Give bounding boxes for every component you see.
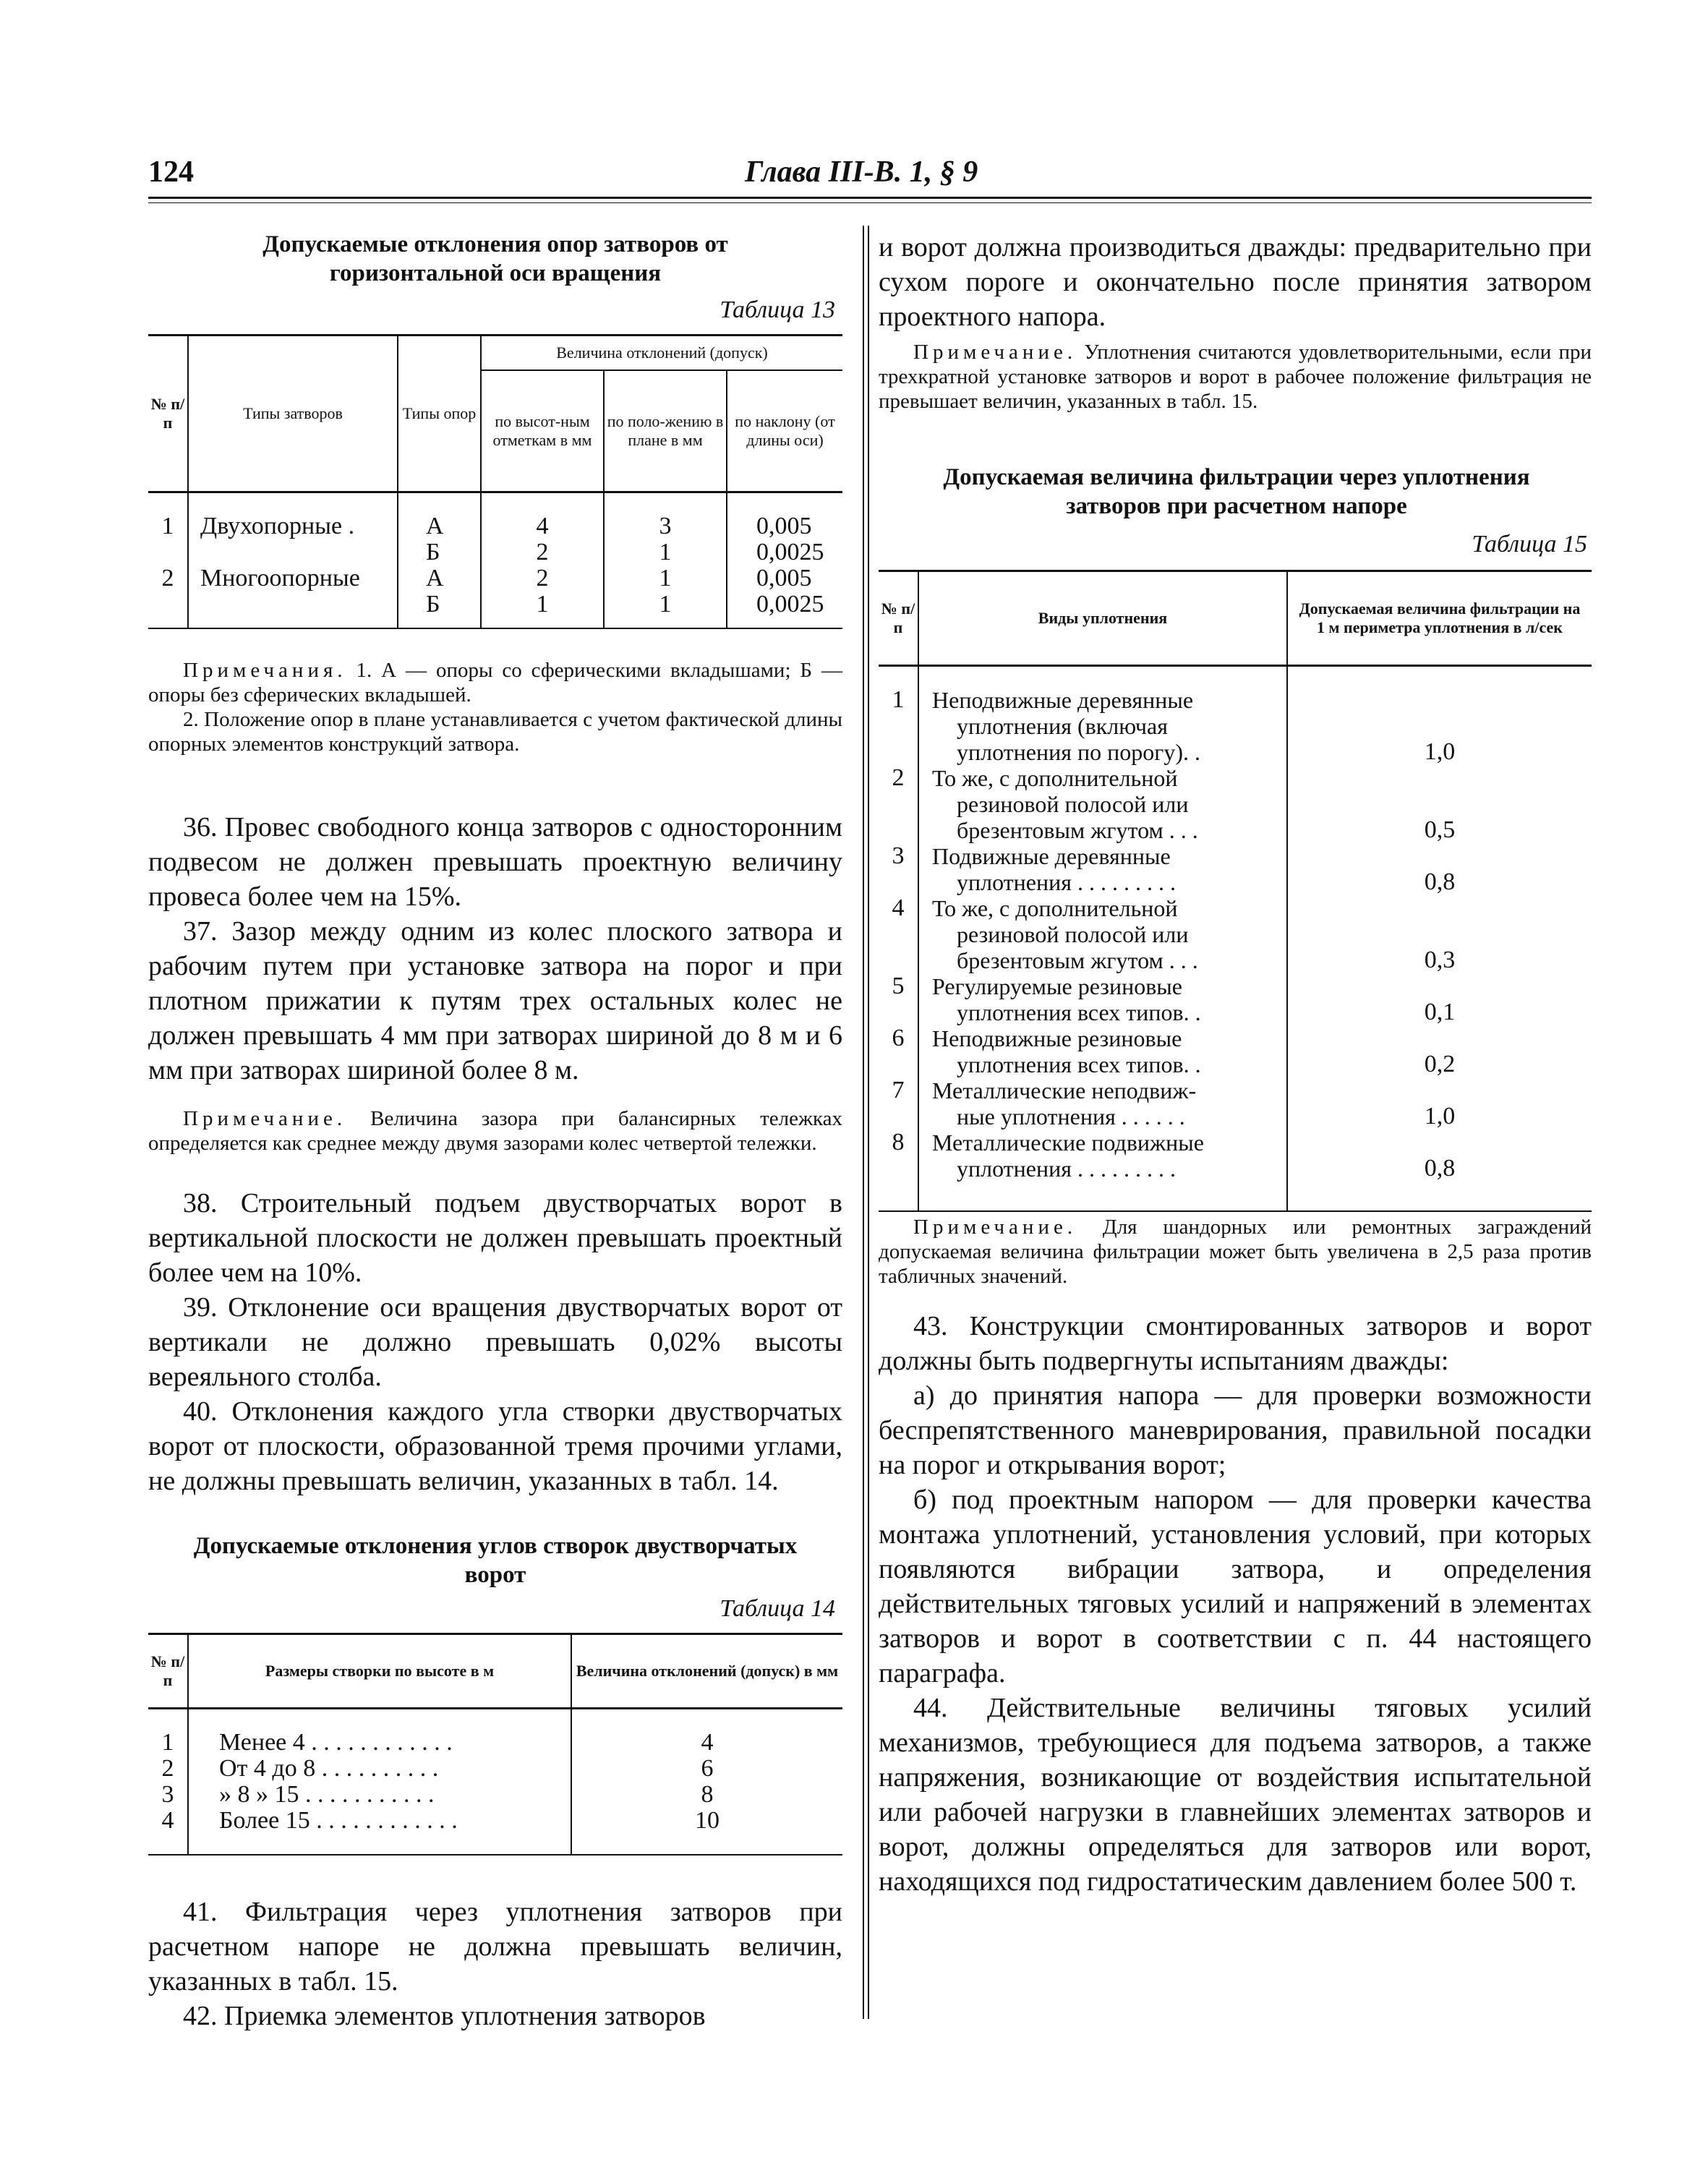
- table13-header-num: № п/п: [148, 336, 188, 492]
- right-paragraphs: [879, 1309, 1592, 1899]
- page-number: 124: [148, 155, 194, 189]
- table-row: Б 2 1 0,0025: [148, 539, 842, 565]
- table14-caption: Допускаемые отклонения углов створок двустворчатых ворот: [193, 1533, 798, 1588]
- paragraph-40: 40. Отклонения каждого угла створки двустворчатых ворот от плоскости, образованной тремя прочими углами, не должны превышать величин, указанных в табл. 14.: [148, 1396, 842, 1496]
- table15-label: Таблица 15: [1472, 531, 1587, 558]
- table13-header-type: Типы затворов: [188, 336, 398, 492]
- table-row: 1 Менее 4 . . . . . . . . . . . . 4: [148, 1709, 842, 1756]
- table15-note: Примечание. Для шандорных или ремонтных заграждений допускаемая величина фильтрации может быть увеличена в 2,5 раза против табличных значений.: [879, 1216, 1592, 1288]
- note-lead: Примечания.: [183, 659, 347, 682]
- paragraph-42: 42. Приемка элементов уплотнения затворов: [183, 2001, 706, 2031]
- table15-header-value: Допускаемая величина фильтрации на 1 м периметра уплотнения в л/сек: [1299, 599, 1581, 636]
- table14-label: Таблица 14: [720, 1595, 835, 1622]
- paragraph-42-continued: и ворот должна производиться дважды: предварительно при сухом пороге и окончательно после принятия затвором проектного напора.: [879, 232, 1592, 332]
- table-row: 5 Регулируемые резиновые уплотнения всех типов. . 0,1: [879, 973, 1592, 1025]
- table-row: Б 1 1 0,0025: [148, 592, 842, 628]
- table13-label: Таблица 13: [720, 296, 835, 323]
- table15-body: [879, 667, 1592, 1210]
- header-rule: [148, 197, 1592, 199]
- table-row: 2 Многоопорные А 2 1 0,005: [148, 565, 842, 592]
- column-divider-2: [868, 226, 869, 2019]
- table15: [879, 570, 1592, 1212]
- paragraph-41: 41. Фильтрация через уплотнения затворов при расчетном напоре не должна превышать величин, указанных в табл. 15.: [148, 1897, 842, 1996]
- running-title: Глава III-В. 1, § 9: [745, 155, 978, 189]
- table14-grid: [148, 1635, 842, 1854]
- table14-header-size: Размеры створки по высоте в м: [188, 1635, 571, 1709]
- paragraph-43: 43. Конструкции смонтированных затворов и ворот должны быть подвергнуты испытаниям дважды:: [879, 1311, 1592, 1376]
- paragraph-38: 38. Строительный подъем двустворчатых ворот в вертикальной плоскости не должен превышать проектный более чем на 10%.: [148, 1188, 842, 1288]
- table-row: 4 Более 15 . . . . . . . . . . . . 10: [148, 1808, 842, 1854]
- header-rule-thin: [148, 202, 1592, 203]
- paragraph-37: 37. Зазор между одним из колес плоского затвора и рабочим путем при установке затвора на порог и при плотном прижатии к путям трех остальных колес не должен превышать 4 мм при затворах шириной до 8 м и 6 мм при затворах шириной более 8 м.: [148, 916, 842, 1085]
- table13-grid: [148, 336, 842, 628]
- note-42: Примечание. Уплотнения считаются удовлетворительными, если при трехкратной установке затворов и ворот в рабочее положение фильтрация не превышает величин, указанных в табл. 15.: [879, 341, 1592, 413]
- table-row: 2 То же, с дополнительной резиновой полосой или брезентовым жгутом . . . 0,5: [879, 765, 1592, 843]
- table14: [148, 1633, 842, 1855]
- table-row: 8 Металлические подвижные уплотнения . . . . . . . . . 0,8: [879, 1129, 1592, 1182]
- paragraph-43b: б) под проектным напором — для проверки качества монтажа уплотнений, установления условий, при которых появляются вибрации затвора, и определения действительных тяговых усилий и напряжений в элементах затворов и ворот в соответствии с п. 44 настоящего параграфа.: [879, 1485, 1592, 1688]
- table-row: 1 Неподвижные деревянные уплотнения (включая уплотнения по порогу). . 1,0: [879, 667, 1592, 765]
- paragraph-44: 44. Действительные величины тяговых усилий механизмов, требующиеся для подъема затворов, а также напряжения, возникающие от воздействия испытательной или рабочей нагрузки в главнейших элементах затворов и ворот, должны определяться для затворов или ворот, находящихся под гидростатическим давлением более 500 т.: [879, 1693, 1592, 1897]
- table14-header-dev: Величина отклонений (допуск) в мм: [576, 1662, 839, 1680]
- table15-header-num: № п/п: [879, 572, 918, 666]
- table13-header-group: Величина отклонений (допуск): [481, 336, 842, 370]
- column-divider: [863, 226, 864, 2019]
- table15-grid: [879, 572, 1592, 1210]
- left-paragraphs-3: [148, 1895, 842, 2033]
- table14-header-num: № п/п: [148, 1635, 188, 1709]
- note-37: Примечание. Величина зазора при балансирных тележках определяется как среднее между двумя зазорами колес четвертой тележки.: [148, 1107, 843, 1155]
- left-paragraphs-1: [148, 810, 842, 1088]
- paragraph-39: 39. Отклонение оси вращения двустворчатых ворот от вертикали не должно превышать 0,02% высоты вереяльного столба.: [148, 1292, 842, 1392]
- table-row: 1 Двухопорные . А 4 3 0,005: [148, 493, 842, 539]
- table-row: 6 Неподвижные резиновые уплотнения всех типов. . 0,2: [879, 1025, 1592, 1077]
- table13-caption: Допускаемые отклонения опор затворов от горизонтальной оси вращения: [262, 231, 728, 286]
- table13-notes: [148, 658, 842, 756]
- table13-header-slope: по наклону (от длины оси): [735, 412, 835, 449]
- table13-note1: 1. А — опоры со сферическими вкладышами; Б — опоры без сферических вкладышей.: [148, 659, 842, 706]
- table-row: 3 Подвижные деревянные уплотнения . . . . . . . . . 0,8: [879, 843, 1592, 895]
- table-row: 2 От 4 до 8 . . . . . . . . . . 6: [148, 1756, 842, 1782]
- table-row: 4 То же, с дополнительной резиновой полосой или брезентовым жгутом . . . 0,3: [879, 895, 1592, 973]
- table13-note2: 2. Положение опор в плане устанавливается с учетом фактической длины опорных элементов конструкций затвора.: [148, 708, 842, 756]
- table13-header-plan: по поло-жению в плане в мм: [604, 370, 727, 492]
- table13-header-height: по высот-ным отметкам в мм: [481, 370, 604, 492]
- paragraph-43a: а) до принятия напора — для проверки возможности беспрепятственного маневрирования, правильной посадки на порог и открывания ворот;: [879, 1380, 1592, 1480]
- table15-header-kind: Виды уплотнения: [918, 572, 1287, 666]
- table15-caption: Допускаемая величина фильтрации через уплотнения затворов при расчетном напоре: [943, 464, 1530, 519]
- table13: [148, 334, 842, 629]
- table13-header-support: Типы опор: [398, 336, 481, 492]
- paragraph-36: 36. Провес свободного конца затворов с односторонним подвесом не должен превышать проектную величину провеса более чем на 15%.: [148, 812, 842, 912]
- table-row: 3 » 8 » 15 . . . . . . . . . . . 8: [148, 1782, 842, 1808]
- left-paragraphs-2: [148, 1186, 842, 1498]
- table-row: 7 Металлические неподвиж- ные уплотнения . . . . . . 1,0: [879, 1077, 1592, 1129]
